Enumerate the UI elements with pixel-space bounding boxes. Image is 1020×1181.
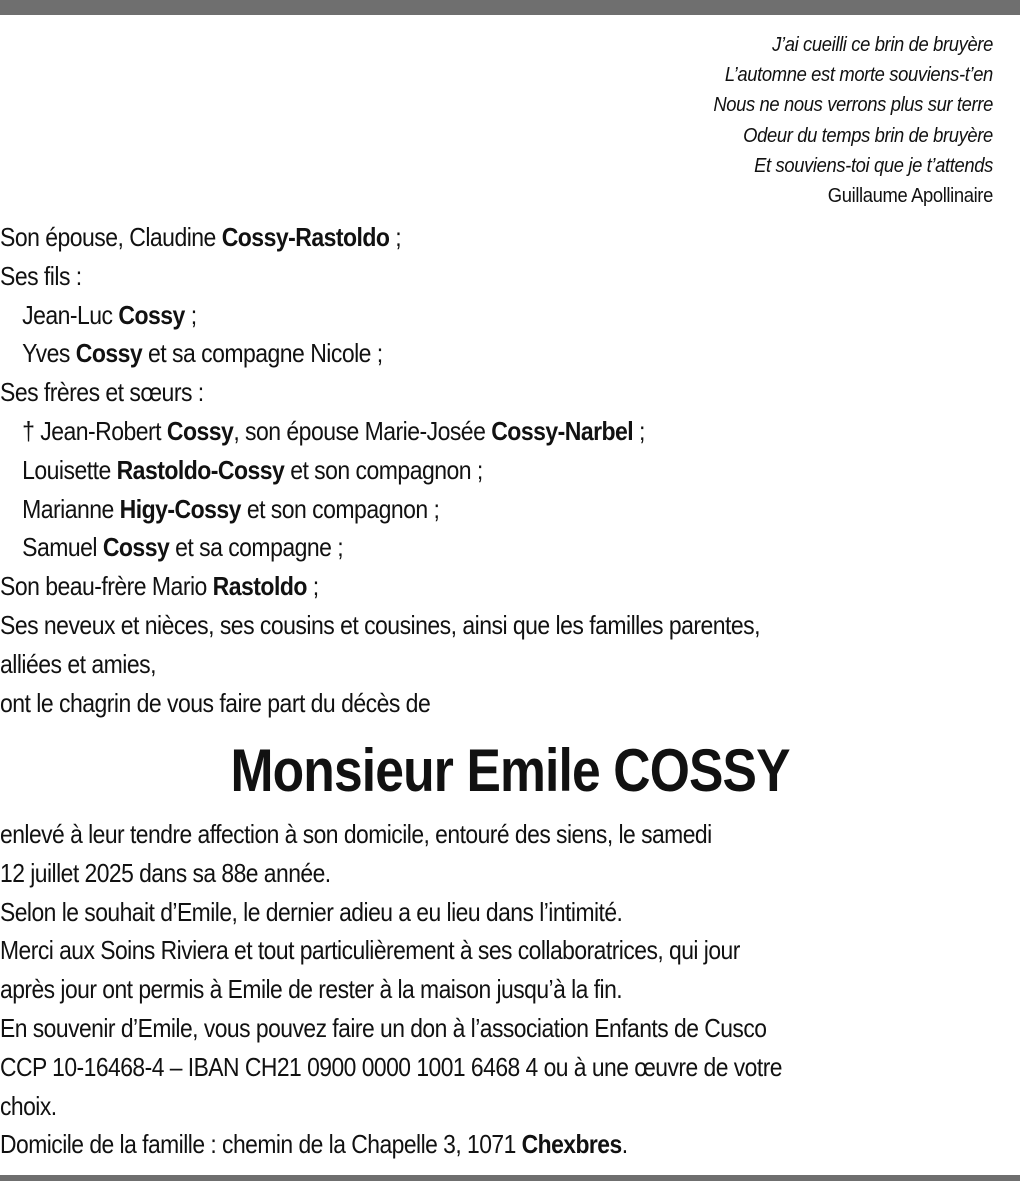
- details-line: En souvenir d’Emile, vous pouvez faire un don à l’association Enfants de Cusco: [0, 1012, 767, 1043]
- announcement-line: ont le chagrin de vous faire part du décès de: [0, 687, 431, 718]
- top-rule: [0, 0, 1020, 15]
- sibling-line: † Jean-Robert Cossy, son épouse Marie-Josée Cossy-Narbel ;: [22, 415, 645, 446]
- spouse-line: Son épouse, Claudine Cossy-Rastoldo ;: [0, 222, 402, 252]
- deceased-name-heading: [0, 736, 1020, 806]
- sons-heading: Ses fils :: [0, 260, 82, 291]
- poem-line: J’ai cueilli ce brin de bruyère: [772, 34, 993, 56]
- address-line: Domicile de la famille : chemin de la Chapelle 3, 1071 Chexbres.: [0, 1129, 628, 1160]
- poem-author: Guillaume Apollinaire: [827, 185, 993, 208]
- details-line: CCP 10-16468-4 – IBAN CH21 0900 0000 1001 6468 4 ou à une œuvre de votre: [0, 1051, 782, 1082]
- sibling-line: Marianne Higy-Cossy et son compagnon ;: [22, 493, 440, 524]
- poem-line: Odeur du temps brin de bruyère: [743, 124, 993, 147]
- details-line: après jour ont permis à Emile de rester à la maison jusqu’à la fin.: [0, 974, 623, 1005]
- sibling-line: Louisette Rastoldo-Cossy et son compagnon ;: [22, 454, 483, 485]
- details-line: Merci aux Soins Riviera et tout particulièrement à ses collaboratrices, qui jour: [0, 935, 740, 966]
- bottom-rule: [0, 1175, 1020, 1181]
- epigraph-poem: [713, 30, 993, 211]
- deceased-name: Monsieur Emile COSSY: [230, 737, 790, 804]
- details-line: choix.: [0, 1090, 57, 1121]
- siblings-heading: Ses frères et sœurs :: [0, 377, 204, 408]
- sibling-line: Samuel Cossy et sa compagne ;: [22, 532, 344, 563]
- family-list: [0, 218, 974, 722]
- details-text: [0, 815, 1020, 1164]
- poem-line: Nous ne nous verrons plus sur terre: [713, 94, 993, 117]
- details-line: 12 juillet 2025 dans sa 88e année.: [0, 857, 331, 888]
- relatives-line: Ses neveux et nièces, ses cousins et cousines, ainsi que les familles parentes,: [0, 609, 761, 640]
- son-line: Yves Cossy et sa compagne Nicole ;: [22, 338, 383, 369]
- relatives-line: alliées et amies,: [0, 648, 156, 679]
- brother-in-law-line: Son beau-frère Mario Rastoldo ;: [0, 571, 319, 602]
- poem-line: L’automne est morte souviens-t’en: [724, 64, 993, 87]
- son-line: Jean-Luc Cossy ;: [22, 299, 197, 330]
- poem-line: Et souviens-toi que je t’attends: [754, 154, 993, 177]
- details-line: Selon le souhait d’Emile, le dernier adieu a eu lieu dans l’intimité.: [0, 896, 623, 927]
- details-line: enlevé à leur tendre affection à son domicile, entouré des siens, le samedi: [0, 819, 712, 849]
